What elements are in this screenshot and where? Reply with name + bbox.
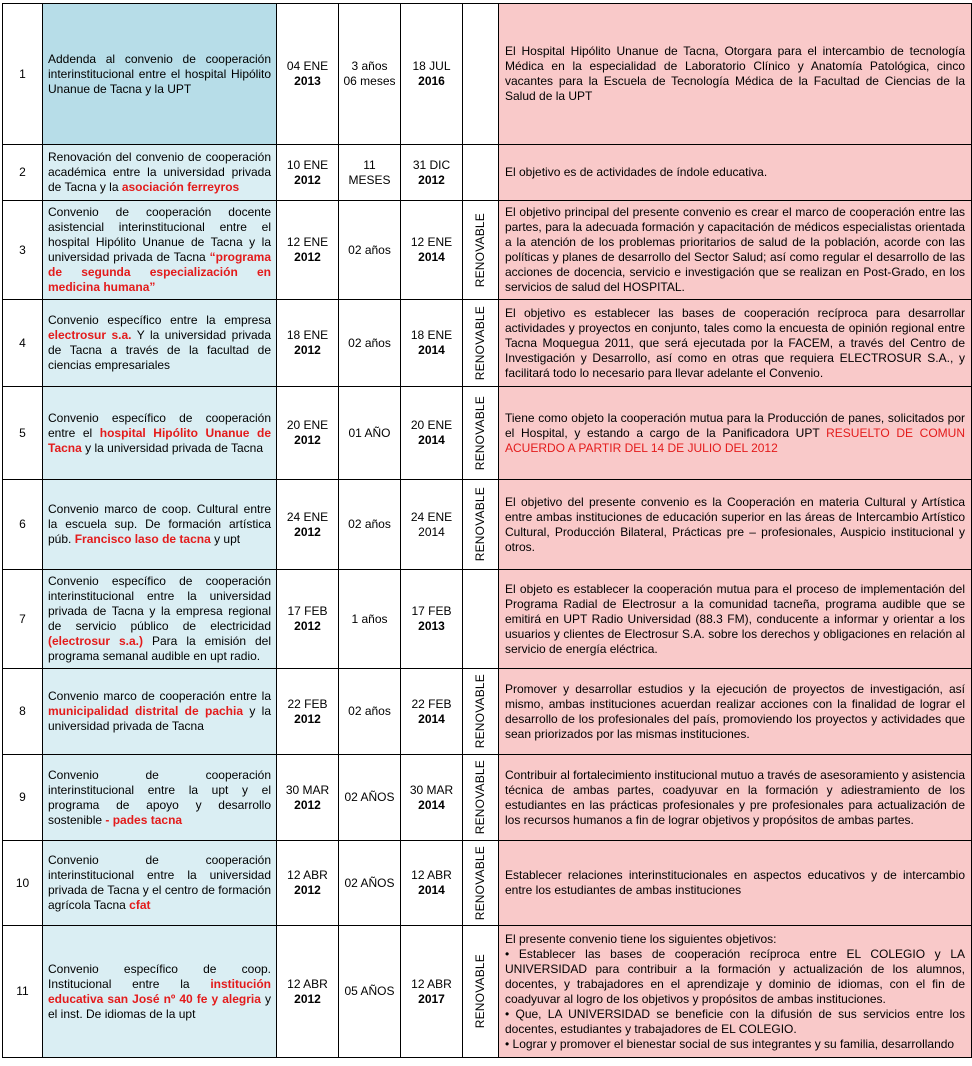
description-text: y upt [210,532,241,546]
description-text: y la universidad privada de Tacna [81,440,264,455]
objective-text: Contribuir al fortalecimiento institucional mutuo a través de asesoramiento y asistencia técnica de ambas partes, coadyuvar en la formación y adiestramiento de los estudiantes en las prácticas profesionales y pre profesionales para actualización de los recursos humanos a fin de lograr objetivos y propósitos de ambas partes. [505,767,965,827]
end-day: 12 ENE [410,235,453,249]
agreement-description [43,926,277,1058]
table-row [3,926,972,1058]
description-text: Convenio específico de coop. Institucional entre la [48,961,271,991]
description-text: Convenio de cooperación docente asistencial interinstitucional entre el hospital Hipólito Unanue de Tacna y la universidad privada de Tacna [48,205,271,264]
description-text: Para la emisión del programa semanal audible en upt radio. [48,634,271,663]
end-date [401,926,463,1058]
table-row [3,755,972,841]
start-date [277,387,339,480]
renewable-cell [463,201,499,300]
start-day: 22 FEB [287,696,328,711]
renewable-label: RENOVABLE [473,954,487,1029]
agreement-objective [499,841,972,926]
renewable-wrap [463,846,498,920]
renewable-wrap [463,306,498,380]
start-day: 30 MAR [285,782,330,797]
duration-text: 3 años [351,59,388,73]
start-year: 2013 [294,74,321,88]
renewable-label: RENOVABLE [473,212,487,288]
end-day: 30 MAR [409,782,454,797]
end-year: 2014 [418,711,445,726]
end-date [401,387,463,480]
agreement-description [43,201,277,300]
duration [339,145,401,201]
end-date [401,755,463,841]
end-year: 2016 [418,74,445,88]
renewable-cell [463,387,499,480]
objective-note: RESUELTO DE COMUN ACUERDO A PARTIR DEL 14 DE JULIO DEL 2012 [505,425,965,455]
duration-text: 11 [363,157,376,172]
start-date [277,300,339,387]
counterpart-name: asociación ferreyros [121,180,240,194]
end-date [401,300,463,387]
end-date [401,669,463,755]
renewable-label: RENOVABLE [473,674,487,749]
description-text: Y la universidad privada de Tacna a través de la facultad de ciencias empresariales [48,328,272,372]
end-date [401,480,463,570]
counterpart-name: - pades tacna [105,812,183,827]
agreement-description [43,300,277,387]
start-day: 18 ENE [286,328,329,342]
agreement-description [43,387,277,480]
end-day: 12 ABR [411,976,452,991]
start-day: 12 ABR [287,976,328,991]
end-day: 24 ENE [410,509,453,524]
agreement-objective [499,387,972,480]
start-day: 04 ENE [286,59,329,73]
description-text: Convenio específico de cooperación interinstitucional entre la universidad privada de Tacna y la empresa regional de servicio público de electricidad [48,574,271,633]
table-row [3,387,972,480]
description-text: Convenio marco de coop. Cultural entre la escuela sup. De formación artística púb. [48,502,271,546]
agreement-description [43,841,277,926]
renewable-wrap [463,760,498,834]
duration [339,201,401,300]
start-year: 2012 [294,711,321,726]
renewable-cell [463,480,499,570]
end-day: 31 DIC [412,157,451,172]
objective-text: Tiene como objeto la cooperación mutua para la Producción de panes, solicitados por el Hospital, y estando a cargo de la Panificadora UPT [505,410,965,440]
agreement-description [43,145,277,201]
row-number: 5 [3,387,43,480]
row-number: 3 [3,201,43,300]
agreement-objective [499,755,972,841]
agreement-objective [499,4,972,145]
agreement-objective [499,480,972,570]
description-text: Addenda al convenio de cooperación interinstitucional entre el hospital Hipólito Unanue de Tacna y la UPT [48,51,271,96]
duration-text: 1 años [351,611,388,626]
renewable-cell [463,841,499,926]
objective-text: El Hospital Hipólito Unanue de Tacna, Otorgara para el intercambio de tecnología Médica en la especialidad de Laboratorio Clínico y Anatomía Patológica, cinco vacantes para la Escuela de Tecnología Médica de la Facultad de Ciencias de la Salud de la UPT [505,44,965,103]
end-year: 2014 [418,797,445,812]
end-year: 2014 [418,883,445,897]
duration [339,669,401,755]
objective-text: El objetivo principal del presente convenio es crear el marco de cooperación entre las partes, para la adecuada formación y capacitación de médicos especialistas orientada a la atención de los problemas prioritarios de salud de la población, acorde con las políticas y planes de desarrollo del Sector Salud; así como regular el desarrollo de las acciones de docencia, servicio e investigación que se realizan en Post-Grado, en los servicios de salud del HOSPITAL. [505,205,965,294]
end-year: 2014 [418,524,445,539]
objective-text: El objetivo del presente convenio es la Cooperación en materia Cultural y Artística entre ambas instituciones de educación superior en las áreas de Intercambio Artístico Cultural, Producción Bilateral, Prácticas pre – profesionales, Auspicio institucional y otros. [505,494,965,554]
renewable-cell [463,145,499,201]
objective-text: El presente convenio tiene los siguientes objetivos: [505,931,777,946]
table-row [3,300,972,387]
start-day: 12 ABR [287,868,328,882]
start-day: 20 ENE [286,418,329,432]
renewable-label: RENOVABLE [473,487,487,562]
start-date [277,4,339,145]
description-text: y la universidad privada de Tacna [48,704,271,733]
end-year: 2014 [418,433,445,447]
objective-text: • Que, LA UNIVERSIDAD se beneficie con la difusión de sus servicios entre los docentes, estudiantes y trabajadores de EL COLEGIO. [505,1006,965,1036]
renewable-wrap [463,954,498,1028]
renewable-label: RENOVABLE [473,845,487,921]
objective-text: • Establecer las bases de cooperación recíproca entre EL COLEGIO y LA UNIVERSIDAD para contribuir a la formación y actualización de los alumnos, docentes, y trabajadores en el aprendizaje y dominio de idiomas, con el fin de coadyuvar al logro de los objetivos y propósitos de ambas instituciones. [505,946,965,1006]
duration-text: 02 años [348,242,391,257]
duration [339,841,401,926]
end-year: 2014 [418,343,445,357]
start-date [277,669,339,755]
agreement-objective [499,145,972,201]
description-text: Renovación del convenio de cooperación académica entre la universidad privada de Tacna y la [48,150,271,194]
agreements-table-body [3,4,972,1058]
duration-text: 02 AÑOS [344,875,395,890]
start-year: 2012 [294,797,321,812]
end-day: 18 ENE [410,328,453,342]
table-row [3,841,972,926]
counterpart-name: “programa de segunda especialización en medicina humana” [48,250,271,294]
start-date [277,145,339,201]
row-number: 7 [3,570,43,669]
table-row [3,145,972,201]
start-date [277,480,339,570]
table-row [3,480,972,570]
counterpart-name: municipalidad distrital de pachia [48,704,244,718]
objective-text: Establecer relaciones interinstitucionales en aspectos educativos y de intercambio entre los estudiantes de ambas instituciones [505,868,965,897]
renewable-cell [463,669,499,755]
duration-text: 05 AÑOS [344,984,395,998]
start-day: 17 FEB [287,604,328,618]
renewable-cell [463,4,499,145]
counterpart-name: (electrosur s.a.) [48,634,144,648]
row-number: 1 [3,4,43,145]
start-day: 12 ENE [286,235,329,249]
agreement-description [43,669,277,755]
counterpart-name: Francisco laso de tacna [74,532,211,546]
duration-text: 02 años [348,335,391,350]
duration-text: 01 AÑO [348,425,391,440]
duration-text: 06 meses [343,74,396,88]
end-date [401,4,463,145]
end-day: 12 ABR [411,868,452,882]
duration-text: MESES [348,172,391,187]
agreement-description [43,755,277,841]
row-number: 6 [3,480,43,570]
renewable-wrap [463,487,498,561]
table-row [3,669,972,755]
start-year: 2012 [294,991,321,1006]
duration [339,926,401,1058]
renewable-cell [463,755,499,841]
description-text: y el inst. De idiomas de la upt [48,991,271,1021]
duration [339,570,401,669]
renewable-wrap [463,674,498,748]
objective-text: El objetivo es establecer las bases de cooperación recíproca para desarrollar actividades y proyectos en conjunto, tales como la encuesta de opinión regional entre Tacna Moquegua 2011, que será ejecutada por la FACEM, a través del Centro de Investigación y Desarrollo, así como en otras que requiera ELECTROSUR S.A., y facilitará todo lo necesario para llevar adelante el Convenio. [505,305,965,380]
agreement-objective [499,570,972,669]
end-date [401,570,463,669]
start-date [277,926,339,1058]
row-number: 8 [3,669,43,755]
renewable-label: RENOVABLE [473,395,487,471]
end-day: 20 ENE [410,418,453,432]
start-year: 2012 [294,343,321,357]
renewable-label: RENOVABLE [473,760,487,835]
description-text: Convenio marco de cooperación entre la [48,689,271,703]
row-number: 11 [3,926,43,1058]
duration [339,4,401,145]
end-year: 2017 [418,991,445,1006]
start-year: 2012 [294,619,321,633]
renewable-cell [463,570,499,669]
counterpart-name: institución educativa san José nº 40 fe y alegria [48,976,271,1006]
agreements-table [2,3,972,1058]
counterpart-name: cfat [129,898,151,912]
start-year: 2012 [294,250,321,264]
counterpart-name: hospital Hipólito Unanue de Tacna [48,425,271,455]
objective-text: • Lograr y promover el bienestar social de sus integrantes y su familia, desarrollando [505,1036,955,1051]
start-year: 2012 [294,883,321,897]
end-day: 17 FEB [411,604,452,618]
renewable-cell [463,926,499,1058]
agreement-description [43,480,277,570]
duration [339,300,401,387]
description-text: Convenio de cooperación interinstitucional entre la universidad privada de Tacna y el centro de formación agrícola Tacna [48,853,271,912]
description-text: Convenio específico entre la empresa [48,313,271,327]
agreement-objective [499,669,972,755]
start-date [277,841,339,926]
objective-text: Promover y desarrollar estudios y la ejecución de proyectos de investigación, así mismo, ambas instituciones acuerdan realizar acciones con la finalidad de lograr el desarrollo de los profesionales del país, promoviendo los proyectos y actividades que sean priorizados por las mismas instituciones. [505,681,965,741]
table-row [3,4,972,145]
end-day: 18 JUL [412,59,451,73]
agreement-objective [499,201,972,300]
end-date [401,145,463,201]
duration-text: 02 años [348,704,391,718]
renewable-wrap [463,213,498,287]
duration-text: 02 AÑOS [344,790,395,804]
agreement-description [43,570,277,669]
start-year: 2012 [294,433,321,447]
end-year: 2013 [418,619,445,633]
start-date [277,755,339,841]
objective-text: El objeto es establecer la cooperación mutua para el proceso de implementación del Programa Radial de Electrosur a la comunidad tacneña, programa audible que se emitirá en UPT Radio Universidad (88.3 FM), conducente a informar y orientar a los usuarios y clientes de Electrosur S.A. sobre los derechos y obligaciones en relación al servicio de energía eléctrica. [505,581,965,656]
description-text: Convenio de cooperación interinstitucional entre la upt y el programa de apoyo y desarrollo sostenible [48,767,271,827]
table-row [3,201,972,300]
start-year: 2012 [294,172,321,187]
end-date [401,201,463,300]
renewable-cell [463,300,499,387]
end-year: 2014 [418,250,445,264]
duration [339,387,401,480]
duration-text: 02 años [348,517,391,531]
end-year: 2012 [418,172,445,187]
row-number: 4 [3,300,43,387]
end-date [401,841,463,926]
agreement-objective [499,926,972,1058]
row-number: 2 [3,145,43,201]
counterpart-name: electrosur s.a. [48,328,132,342]
agreement-objective [499,300,972,387]
start-year: 2012 [294,524,321,539]
start-day: 24 ENE [286,509,329,524]
start-day: 10 ENE [286,157,329,172]
start-date [277,570,339,669]
objective-text: El objetivo es de actividades de índole educativa. [505,165,768,179]
row-number: 10 [3,841,43,926]
description-text: Convenio específico de cooperación entre el [48,410,271,440]
renewable-wrap [463,396,498,470]
end-day: 22 FEB [411,696,452,711]
row-number: 9 [3,755,43,841]
renewable-label: RENOVABLE [473,305,487,381]
duration [339,755,401,841]
agreement-description [43,4,277,145]
table-row [3,570,972,669]
start-date [277,201,339,300]
duration [339,480,401,570]
